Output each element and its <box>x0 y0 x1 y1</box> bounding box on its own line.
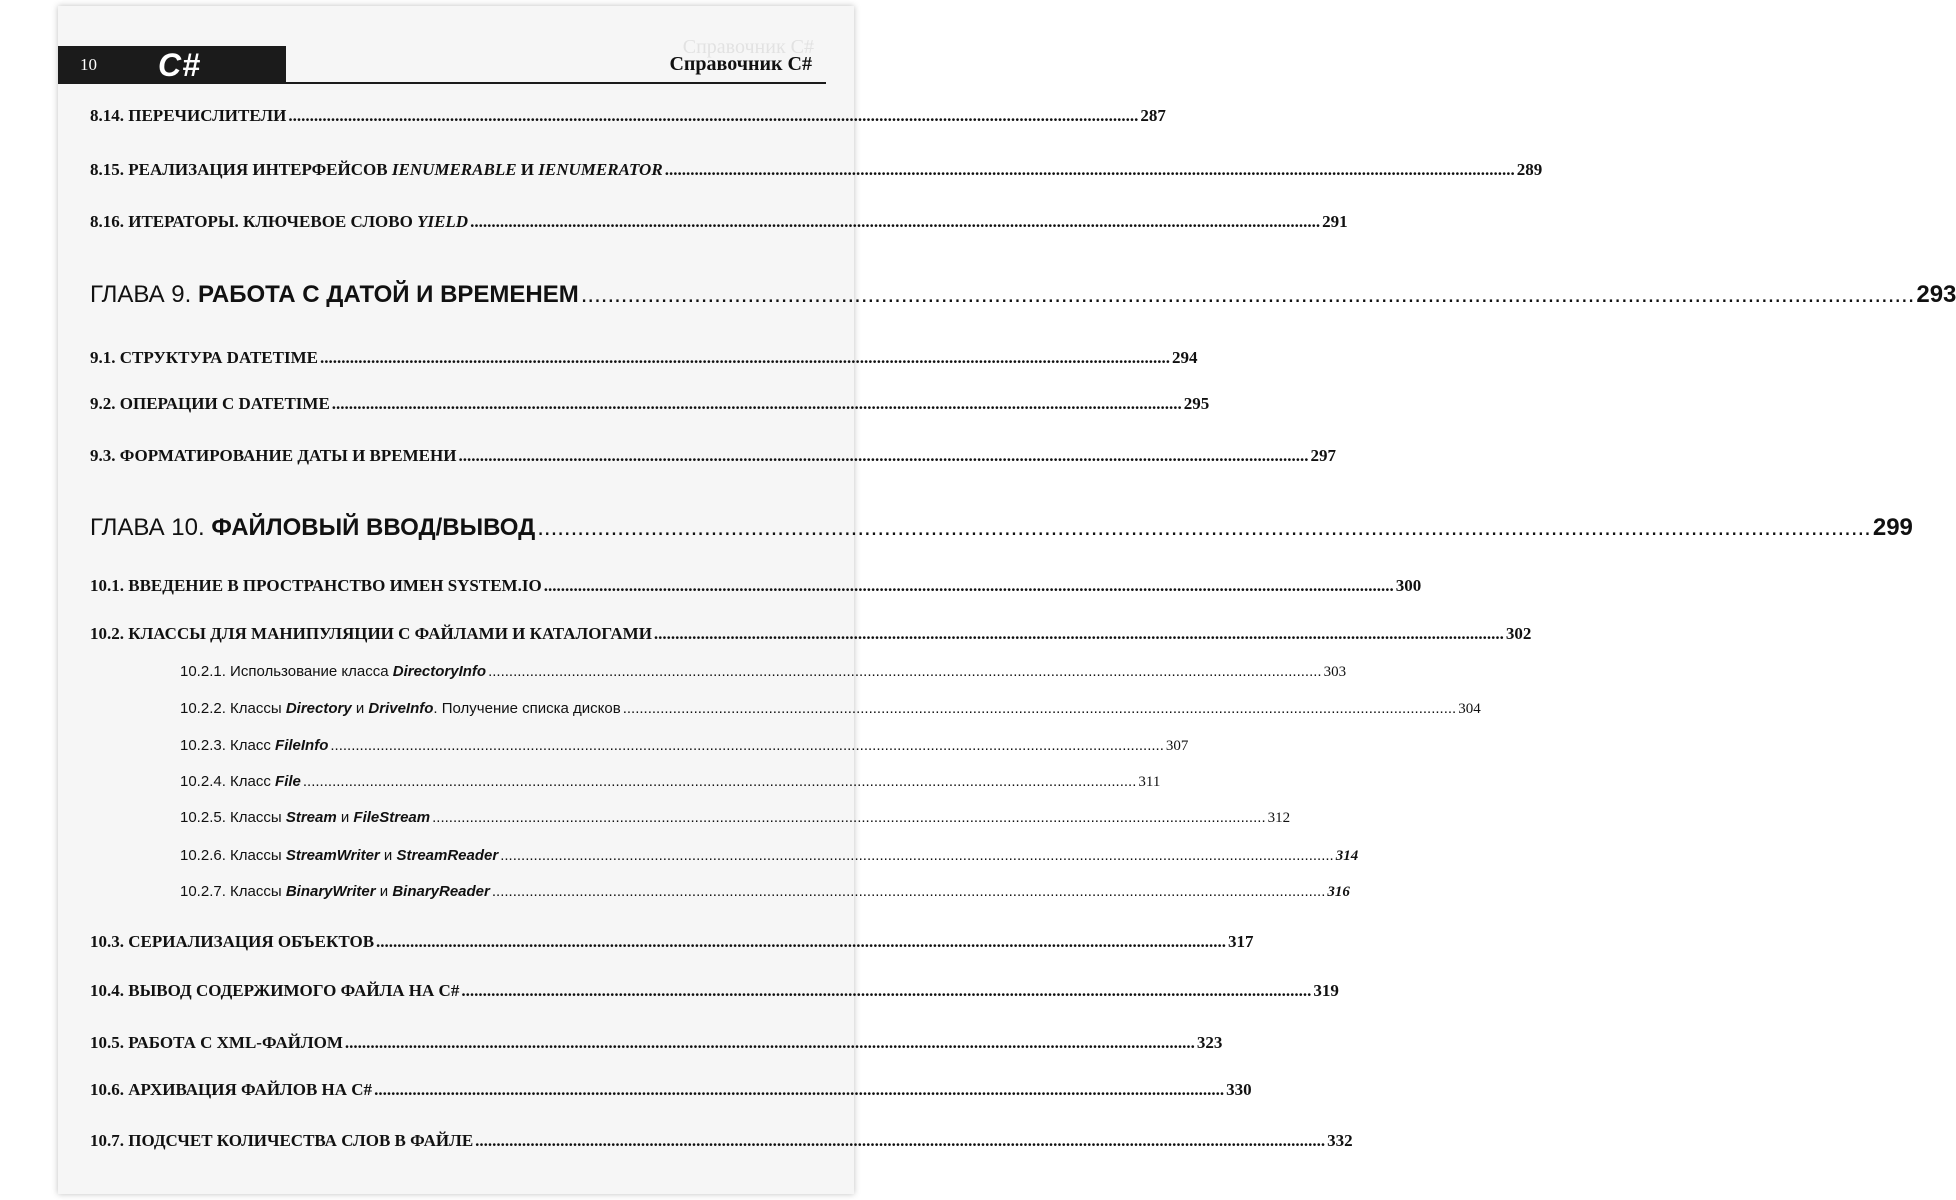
bleed-through-title: Справочник C# <box>682 36 814 58</box>
csharp-logo: C# <box>158 47 201 83</box>
toc-page-number: 295 <box>1183 394 1210 413</box>
toc-page-number: 311 <box>1138 774 1161 790</box>
book-page <box>58 6 1956 1194</box>
toc-entry[interactable] <box>90 394 1210 414</box>
toc-entry[interactable] <box>90 932 1254 952</box>
toc-entry-label: 10.6. АРХИВАЦИЯ ФАЙЛОВ НА C# <box>90 1080 373 1099</box>
toc-page-number: 303 <box>1323 664 1347 680</box>
toc-page-number: 300 <box>1395 576 1422 595</box>
toc-entry-label: 10.4. ВЫВОД СОДЕРЖИМОГО ФАЙЛА НА C# <box>90 981 460 1000</box>
leader-dots: ........................................................................................................................................................................................................ <box>622 700 1457 717</box>
leader-dots: ........................................................................................................................................................................................................ <box>288 106 1139 125</box>
leader-dots: ........................................................................................................................................................................................................ <box>376 932 1227 951</box>
toc-page-number: 332 <box>1327 1131 1353 1150</box>
toc-page-number: 307 <box>1165 738 1189 754</box>
leader-dots: ........................................................................................................................................................................................................ <box>500 847 1334 864</box>
toc-subentry-label: 10.2.5. Классы Stream и FileStream <box>180 809 431 826</box>
toc-subentry-label: 10.2.6. Классы StreamWriter и StreamReader <box>180 847 499 864</box>
toc-page-number: 323 <box>1196 1033 1223 1052</box>
toc-entry[interactable] <box>90 348 1198 368</box>
toc-entry[interactable] <box>90 576 1422 596</box>
toc-subentry-label: 10.2.7. Классы BinaryWriter и BinaryReader <box>180 883 490 900</box>
toc-entry-label: 8.14. ПЕРЕЧИСЛИТЕЛИ <box>90 106 287 125</box>
toc-page-number: 302 <box>1505 624 1532 643</box>
leader-dots: ........................................................................................................................................................................................................ <box>653 624 1504 643</box>
toc-entry-label: 10.5. РАБОТА С XML-ФАЙЛОМ <box>90 1033 343 1052</box>
header-rule <box>286 82 826 84</box>
toc-entry-label: 9.1. СТРУКТУРА DATETIME <box>90 348 318 367</box>
toc-page-number: 314 <box>1335 848 1359 864</box>
leader-dots: ........................................................................................................................................................................................................ <box>344 1033 1195 1052</box>
toc-entry-label: 10.7. ПОДСЧЕТ КОЛИЧЕСТВА СЛОВ В ФАЙЛЕ <box>90 1131 474 1150</box>
toc-entry[interactable] <box>90 446 1336 466</box>
toc-chapter-label: ГЛАВА 10. ФАЙЛОВЫЙ ВВОД/ВЫВОД <box>90 514 536 541</box>
toc-entry[interactable] <box>90 1080 1252 1100</box>
leader-dots: ........................................................................................................................................................................................................ <box>458 446 1309 465</box>
page-number: 10 <box>80 55 97 74</box>
toc-page-number: 287 <box>1140 106 1166 125</box>
toc-page-number: 297 <box>1310 446 1336 465</box>
toc-entry[interactable] <box>90 1131 1353 1151</box>
page-header <box>58 46 854 84</box>
leader-dots: ........................................................................................................................................................................................................ <box>470 212 1321 231</box>
leader-dots: ........................................................................................................................................................................................................ <box>461 981 1312 1000</box>
toc-entry[interactable] <box>90 106 1166 126</box>
toc-page-number: 293 <box>1916 281 1956 308</box>
leader-dots: ........................................................................................................................................................................................................ <box>432 809 1266 826</box>
toc-entry-label: 10.2. КЛАССЫ ДЛЯ МАНИПУЛЯЦИИ С ФАЙЛАМИ И КАТАЛОГАМИ <box>90 624 652 643</box>
toc-page-number: 291 <box>1322 212 1348 231</box>
toc-subentry-label: 10.2.2. Классы Directory и DriveInfo. Получение списка дисков <box>180 700 621 717</box>
leader-dots: ........................................................................................................................................................................................................ <box>374 1080 1225 1099</box>
leader-dots: ........................................................................................................................................................................................................ <box>537 514 1871 541</box>
toc-entry-label: 9.2. ОПЕРАЦИИ С DATETIME <box>90 394 330 413</box>
toc-subentry[interactable] <box>180 773 1161 791</box>
toc-page-number: 330 <box>1226 1080 1252 1099</box>
toc-subentry[interactable] <box>180 809 1291 827</box>
book-title: Справочник C# <box>669 53 812 75</box>
toc-chapter-entry[interactable] <box>90 514 1913 542</box>
toc-subentry[interactable] <box>180 883 1350 901</box>
toc-entry-label: 10.3. СЕРИАЛИЗАЦИЯ ОБЪЕКТОВ <box>90 932 375 951</box>
leader-dots: ........................................................................................................................................................................................................ <box>331 394 1182 413</box>
toc-entry[interactable] <box>90 212 1348 232</box>
toc-entry[interactable] <box>90 981 1339 1001</box>
leader-dots: ........................................................................................................................................................................................................ <box>543 576 1394 595</box>
leader-dots: ........................................................................................................................................................................................................ <box>488 663 1322 680</box>
leader-dots: ........................................................................................................................................................................................................ <box>475 1131 1326 1150</box>
toc-entry[interactable] <box>90 1033 1223 1053</box>
leader-dots: ........................................................................................................................................................................................................ <box>320 348 1170 367</box>
toc-page-number: 304 <box>1458 701 1481 717</box>
toc-page-number: 299 <box>1872 514 1913 541</box>
toc-subentry-label: 10.2.1. Использование класса DirectoryInfo <box>180 663 487 680</box>
toc-entry-label: 8.15. РЕАЛИЗАЦИЯ ИНТЕРФЕЙСОВ IENUMERABLE И IENUMERATOR <box>90 160 663 179</box>
toc-subentry-label: 10.2.3. Класс FileInfo <box>180 737 329 754</box>
toc-chapter-entry[interactable] <box>90 281 1956 309</box>
toc-page-number: 317 <box>1228 932 1254 951</box>
toc-entry[interactable] <box>90 160 1543 180</box>
leader-dots: ........................................................................................................................................................................................................ <box>580 281 1915 308</box>
toc-entry-label: 10.1. ВВЕДЕНИЕ В ПРОСТРАНСТВО ИМЕН SYSTEM.IO <box>90 576 542 595</box>
leader-dots: ........................................................................................................................................................................................................ <box>491 883 1326 900</box>
toc-entry-label: 9.3. ФОРМАТИРОВАНИЕ ДАТЫ И ВРЕМЕНИ <box>90 446 457 465</box>
toc-subentry[interactable] <box>180 847 1359 865</box>
toc-page-number: 316 <box>1327 884 1350 900</box>
toc-page-number: 319 <box>1313 981 1339 1000</box>
leader-dots: ........................................................................................................................................................................................................ <box>664 160 1515 179</box>
toc-chapter-label: ГЛАВА 9. РАБОТА С ДАТОЙ И ВРЕМЕНЕМ <box>90 281 579 308</box>
toc-subentry[interactable] <box>180 700 1481 718</box>
toc-subentry[interactable] <box>180 663 1347 681</box>
toc-subentry[interactable] <box>180 737 1189 755</box>
leader-dots: ........................................................................................................................................................................................................ <box>302 773 1137 790</box>
leader-dots: ........................................................................................................................................................................................................ <box>330 737 1164 754</box>
toc-subentry-label: 10.2.4. Класс File <box>180 773 301 790</box>
toc-entry-label: 8.16. ИТЕРАТОРЫ. КЛЮЧЕВОЕ СЛОВО YIELD <box>90 212 469 231</box>
toc-entry[interactable] <box>90 624 1532 644</box>
toc-page-number: 294 <box>1172 348 1198 367</box>
toc-page-number: 312 <box>1267 810 1291 826</box>
toc-page-number: 289 <box>1516 160 1543 179</box>
